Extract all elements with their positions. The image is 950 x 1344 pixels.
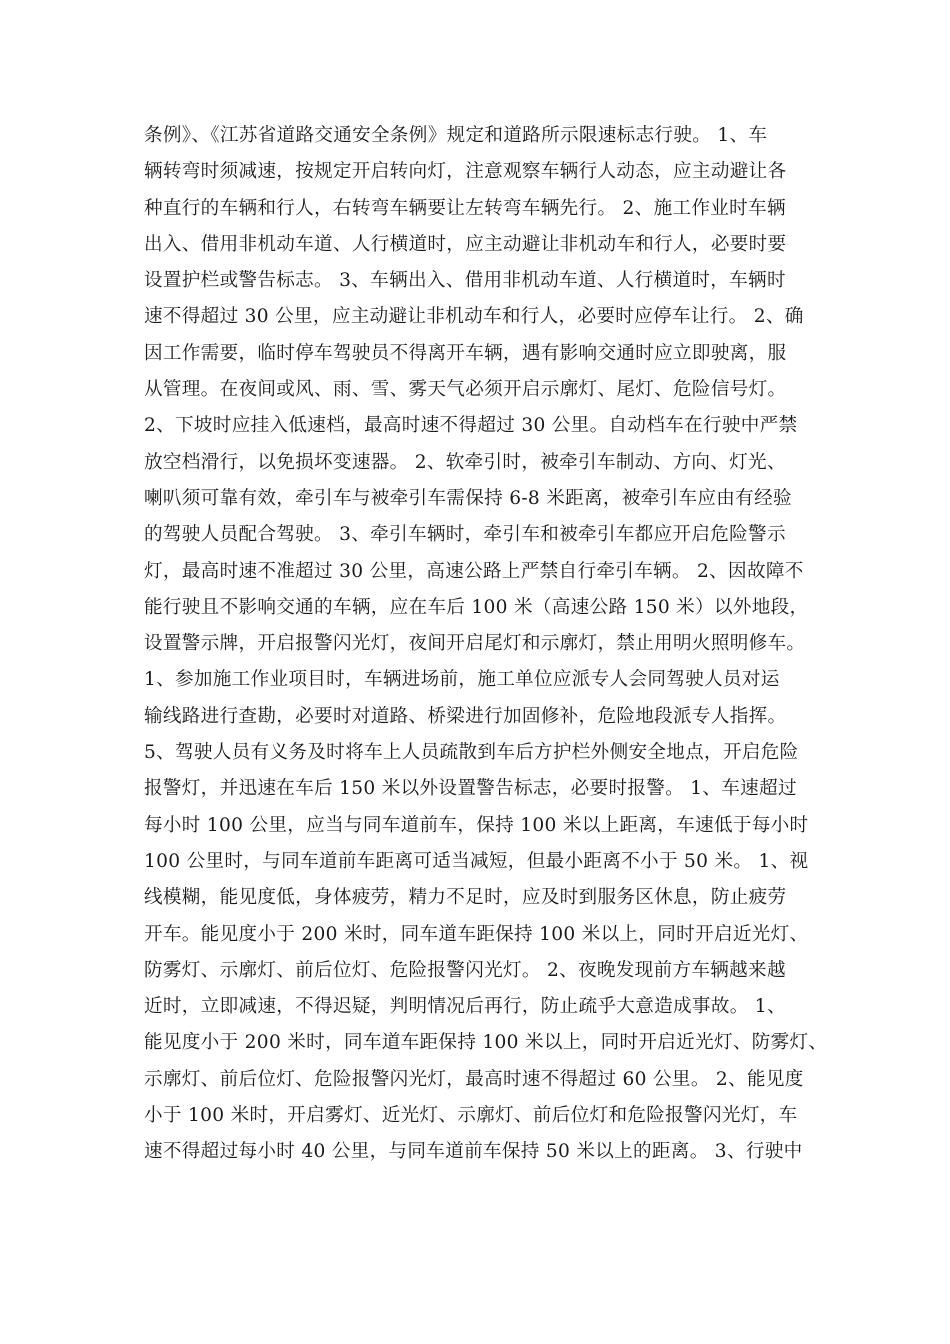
- text-line: 2、下坡时应挂入低速档，最高时速不得超过 30 公里。自动档车在行驶中严禁: [144, 415, 798, 437]
- text-line: 设置护栏或警告标志。 3、车辆出入、借用非机动车道、人行横道时，车辆时: [144, 270, 786, 292]
- text-line: 能见度小于 200 米时，同车道车距保持 100 米以上，同时开启近光灯、防雾灯、: [144, 1032, 828, 1054]
- text-line: 报警灯，并迅速在车后 150 米以外设置警告标志，必要时报警。 1、车速超过: [144, 778, 797, 800]
- text-line: 5、驾驶人员有义务及时将车上人员疏散到车后方护栏外侧安全地点，开启危险: [144, 742, 799, 764]
- text-line: 开车。能见度小于 200 米时，同车道车距保持 100 米以上，同时开启近光灯、: [144, 923, 809, 945]
- text-line: 线模糊，能见度低，身体疲劳，精力不足时，应及时到服务区休息，防止疲劳: [144, 887, 787, 909]
- text-line: 近时，立即减速，不得迟疑，判明情况后再行，防止疏乎大意造成事故。 1、: [144, 996, 786, 1018]
- body-text: [144, 118, 828, 1171]
- text-line: 的驾驶人员配合驾驶。 3、牵引车辆时，牵引车和被牵引车都应开启危险警示: [144, 524, 786, 546]
- text-line: 出入、借用非机动车道、人行横道时，应主动避让非机动车和行人，必要时要: [144, 233, 787, 255]
- text-line: 能行驶且不影响交通的车辆，应在车后 100 米（高速公路 150 米）以外地段，: [144, 596, 809, 618]
- text-line: 速不得超过每小时 40 公里，与同车道前车保持 50 米以上的距离。 3、行驶中: [144, 1141, 803, 1163]
- text-line: 灯，最高时速不准超过 30 公里，高速公路上严禁自行牵引车辆。 2、因故障不: [144, 560, 804, 582]
- text-line: 条例》、《江苏省道路交通安全条例》规定和道路所示限速标志行驶。 1、车: [144, 125, 768, 146]
- text-line: 100 公里时，与同车道前车距离可适当减短，但最小距离不小于 50 米。 1、视: [144, 850, 809, 872]
- text-line: 速不得超过 30 公里，应主动避让非机动车和行人，必要时应停车让行。 2、确: [144, 306, 804, 328]
- text-line: 小于 100 米时，开启雾灯、近光灯、示廓灯、前后位灯和危险报警闪光灯，车: [144, 1105, 798, 1127]
- text-line: 从管理。在夜间或风、雨、雪、雾天气必须开启示廓灯、尾灯、危险信号灯。: [144, 379, 787, 401]
- text-line: 喇叭须可靠有效，牵引车与被牵引车需保持 6-8 米距离，被牵引车应由有经验: [144, 487, 792, 509]
- text-line: 辆转弯时须减速，按规定开启转向灯，注意观察车辆行人动态，应主动避让各: [144, 161, 787, 183]
- text-line: 因工作需要，临时停车驾驶员不得离开车辆，遇有影响交通时应立即驶离，服: [144, 342, 787, 364]
- text-line: 放空档滑行，以免损坏变速器。 2、软牵引时，被牵引车制动、方向、灯光、: [144, 451, 786, 473]
- text-line: 防雾灯、示廓灯、前后位灯、危险报警闪光灯。 2、夜晚发现前方车辆越来越: [144, 959, 786, 981]
- text-line: 设置警示牌，开启报警闪光灯，夜间开启尾灯和示廓灯，禁止用明火照明修车。: [144, 633, 806, 655]
- text-line: 输线路进行查勘，必要时对道路、桥梁进行加固修补，危险地段派专人指挥。: [144, 705, 787, 727]
- text-line: 种直行的车辆和行人，右转弯车辆要让左转弯车辆先行。 2、施工作业时车辆: [144, 197, 786, 219]
- text-line: 每小时 100 公里，应当与同车道前车，保持 100 米以上距离，车速低于每小时: [144, 814, 809, 836]
- text-line: 1、参加施工作业项目时，车辆进场前，施工单位应派专人会同驾驶人员对运: [144, 669, 780, 691]
- text-line: 示廓灯、前后位灯、危险报警闪光灯，最高时速不得超过 60 公里。 2、能见度: [144, 1068, 804, 1090]
